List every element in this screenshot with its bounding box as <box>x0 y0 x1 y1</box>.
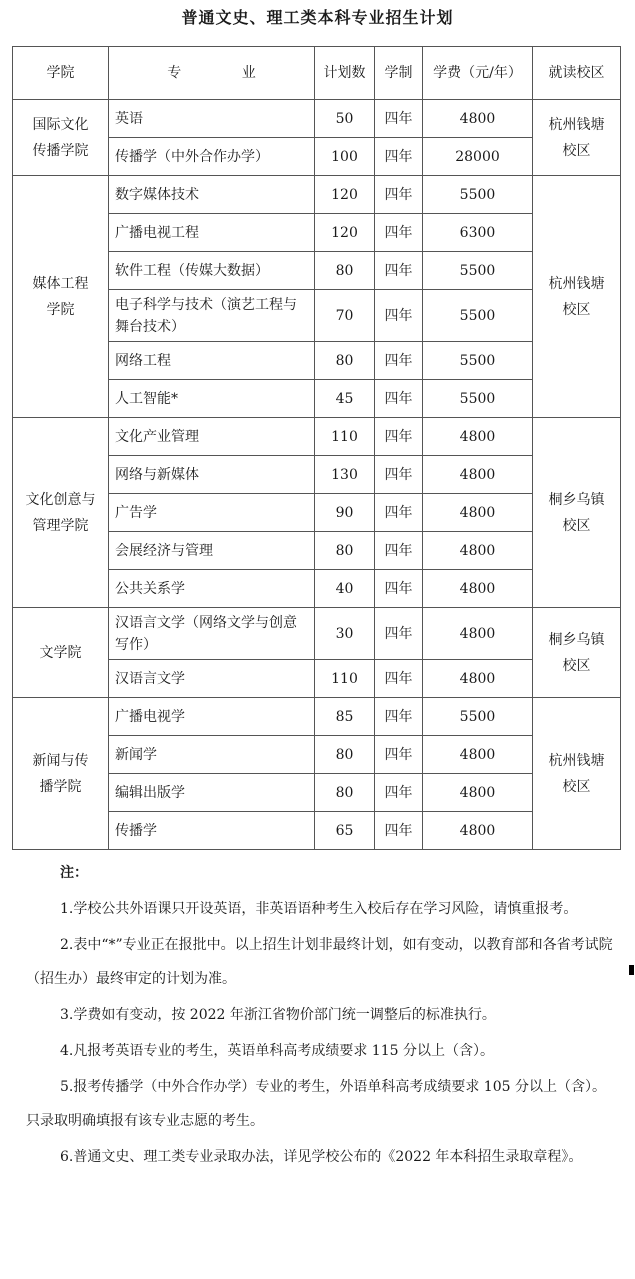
fee-cell: 6300 <box>423 214 533 252</box>
quota-cell: 80 <box>315 532 375 570</box>
duration-cell: 四年 <box>375 380 423 418</box>
major-cell: 网络工程 <box>109 342 315 380</box>
header-quota: 计划数 <box>315 47 375 100</box>
table-header-row <box>13 47 621 100</box>
campus-cell <box>533 100 621 176</box>
quota-cell: 130 <box>315 456 375 494</box>
duration-cell: 四年 <box>375 570 423 608</box>
major-cell: 汉语言文学（网络文学与创意写作） <box>109 608 315 660</box>
duration-cell: 四年 <box>375 812 423 850</box>
fee-cell: 28000 <box>423 138 533 176</box>
quota-cell: 80 <box>315 252 375 290</box>
note-item: 1.学校公共外语课只开设英语，非英语语种考生入校后存在学习风险，请慎重报考。 <box>60 901 578 917</box>
major-cell: 电子科学与技术（演艺工程与舞台技术） <box>109 290 315 342</box>
fee-cell: 5500 <box>423 698 533 736</box>
duration-cell: 四年 <box>375 100 423 138</box>
enrollment-plan-table <box>12 46 621 850</box>
campus-name-line: 杭州钱塘 <box>548 116 605 133</box>
duration-cell: 四年 <box>375 214 423 252</box>
table-body <box>13 100 621 850</box>
fee-cell: 4800 <box>423 100 533 138</box>
header-fee: 学费（元/年） <box>423 47 533 100</box>
notes-heading: 注： <box>60 865 88 881</box>
major-cell: 传播学（中外合作办学） <box>109 138 315 176</box>
header-duration: 学制 <box>375 47 423 100</box>
fee-cell: 4800 <box>423 532 533 570</box>
quota-cell: 45 <box>315 380 375 418</box>
notes-section <box>26 858 616 1176</box>
fee-cell: 4800 <box>423 812 533 850</box>
duration-cell: 四年 <box>375 660 423 698</box>
duration-cell: 四年 <box>375 774 423 812</box>
campus-name-line: 杭州钱塘 <box>548 275 605 292</box>
fee-cell: 4800 <box>423 608 533 660</box>
college-cell <box>13 418 109 608</box>
duration-cell: 四年 <box>375 252 423 290</box>
quota-cell: 80 <box>315 342 375 380</box>
fee-cell: 4800 <box>423 774 533 812</box>
duration-cell: 四年 <box>375 494 423 532</box>
fee-cell: 4800 <box>423 736 533 774</box>
major-cell: 广告学 <box>109 494 315 532</box>
header-major: 专 业 <box>109 47 315 100</box>
fee-cell: 5500 <box>423 342 533 380</box>
major-cell: 传播学 <box>109 812 315 850</box>
campus-cell <box>533 608 621 698</box>
major-cell: 网络与新媒体 <box>109 456 315 494</box>
table-row <box>13 608 621 660</box>
duration-cell: 四年 <box>375 698 423 736</box>
major-cell: 会展经济与管理 <box>109 532 315 570</box>
college-cell <box>13 100 109 176</box>
quota-cell: 30 <box>315 608 375 660</box>
campus-name-line: 桐乡乌镇 <box>548 491 605 508</box>
table-row <box>13 418 621 456</box>
fee-cell: 5500 <box>423 252 533 290</box>
campus-name-line: 桐乡乌镇 <box>548 631 605 648</box>
quota-cell: 65 <box>315 812 375 850</box>
college-cell <box>13 176 109 418</box>
fee-cell: 5500 <box>423 380 533 418</box>
college-name-line: 传播学院 <box>32 142 89 159</box>
college-cell <box>13 608 109 698</box>
quota-cell: 70 <box>315 290 375 342</box>
campus-name-line: 校区 <box>562 778 591 795</box>
note-item: 2.表中“*”专业正在报批中。以上招生计划非最终计划，如有变动，以教育部和各省考试院（招生办）最终审定的计划为准。 <box>26 937 613 987</box>
college-name-line: 媒体工程 <box>32 275 89 292</box>
quota-cell: 50 <box>315 100 375 138</box>
quota-cell: 100 <box>315 138 375 176</box>
college-name-line: 学院 <box>46 301 75 318</box>
quota-cell: 120 <box>315 176 375 214</box>
page-title: 普通文史、理工类本科专业招生计划 <box>181 8 454 27</box>
college-cell <box>13 698 109 850</box>
header-campus: 就读校区 <box>533 47 621 100</box>
major-cell: 软件工程（传媒大数据） <box>109 252 315 290</box>
note-item: 3.学费如有变动，按 2022 年浙江省物价部门统一调整后的标准执行。 <box>60 1007 496 1023</box>
fee-cell: 4800 <box>423 456 533 494</box>
campus-name-line: 校区 <box>562 657 591 674</box>
quota-cell: 120 <box>315 214 375 252</box>
fee-cell: 4800 <box>423 494 533 532</box>
campus-name-line: 校区 <box>562 142 591 159</box>
header-college: 学院 <box>13 47 109 100</box>
major-cell: 汉语言文学 <box>109 660 315 698</box>
college-name-line: 国际文化 <box>32 116 89 133</box>
campus-cell <box>533 176 621 418</box>
edge-marker <box>629 965 634 975</box>
table-row <box>13 100 621 138</box>
campus-name-line: 校区 <box>562 301 591 318</box>
major-cell: 公共关系学 <box>109 570 315 608</box>
duration-cell: 四年 <box>375 532 423 570</box>
fee-cell: 4800 <box>423 418 533 456</box>
campus-cell <box>533 418 621 608</box>
duration-cell: 四年 <box>375 736 423 774</box>
fee-cell: 4800 <box>423 570 533 608</box>
quota-cell: 90 <box>315 494 375 532</box>
campus-name-line: 杭州钱塘 <box>548 752 605 769</box>
duration-cell: 四年 <box>375 176 423 214</box>
duration-cell: 四年 <box>375 138 423 176</box>
college-name-line: 文化创意与 <box>25 491 96 508</box>
quota-cell: 80 <box>315 736 375 774</box>
campus-name-line: 校区 <box>562 517 591 534</box>
college-name-line: 管理学院 <box>32 517 89 534</box>
quota-cell: 110 <box>315 418 375 456</box>
major-cell: 广播电视工程 <box>109 214 315 252</box>
major-cell: 英语 <box>109 100 315 138</box>
quota-cell: 40 <box>315 570 375 608</box>
college-name-line: 播学院 <box>39 778 82 795</box>
major-cell: 数字媒体技术 <box>109 176 315 214</box>
duration-cell: 四年 <box>375 608 423 660</box>
major-cell: 人工智能* <box>109 380 315 418</box>
campus-cell <box>533 698 621 850</box>
table-row <box>13 698 621 736</box>
note-item: 6.普通文史、理工类专业录取办法，详见学校公布的《2022 年本科招生录取章程》。 <box>60 1149 583 1165</box>
major-cell: 编辑出版学 <box>109 774 315 812</box>
duration-cell: 四年 <box>375 418 423 456</box>
duration-cell: 四年 <box>375 290 423 342</box>
major-cell: 文化产业管理 <box>109 418 315 456</box>
quota-cell: 80 <box>315 774 375 812</box>
duration-cell: 四年 <box>375 342 423 380</box>
note-item: 4.凡报考英语专业的考生，英语单科高考成绩要求 115 分以上（含）。 <box>60 1043 494 1059</box>
major-cell: 新闻学 <box>109 736 315 774</box>
table-row <box>13 176 621 214</box>
fee-cell: 5500 <box>423 176 533 214</box>
college-name-line: 新闻与传 <box>32 752 89 769</box>
fee-cell: 4800 <box>423 660 533 698</box>
college-name-line: 文学院 <box>39 644 82 661</box>
note-item: 5.报考传播学（中外合作办学）专业的考生，外语单科高考成绩要求 105 分以上（含）。只录取明确填报有该专业志愿的考生。 <box>26 1079 606 1129</box>
duration-cell: 四年 <box>375 456 423 494</box>
fee-cell: 5500 <box>423 290 533 342</box>
major-cell: 广播电视学 <box>109 698 315 736</box>
quota-cell: 85 <box>315 698 375 736</box>
quota-cell: 110 <box>315 660 375 698</box>
